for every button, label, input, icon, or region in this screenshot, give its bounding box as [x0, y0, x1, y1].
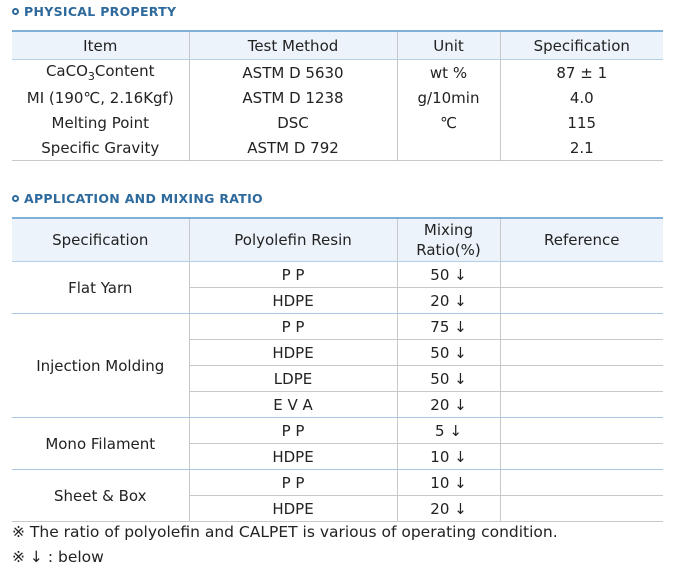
unit-cell: g/10min	[397, 85, 500, 110]
reference-cell	[500, 444, 663, 470]
method-cell: ASTM D 5630	[189, 60, 397, 86]
resin-cell: HDPE	[189, 444, 397, 470]
reference-cell	[500, 418, 663, 444]
column-header: Item	[12, 31, 189, 60]
resin-cell: P P	[189, 418, 397, 444]
item-cell: Specific Gravity	[41, 138, 160, 157]
table-row	[12, 60, 663, 86]
ratio-cell: 50 ↓	[397, 262, 500, 288]
item-cell: CaCO$_3$Content	[45, 62, 155, 83]
circle-bullet-icon	[12, 195, 19, 202]
method-cell: DSC	[189, 110, 397, 135]
column-header: Polyolefin Resin	[189, 218, 397, 262]
resin-cell: P P	[189, 470, 397, 496]
spec-cell: 2.1	[500, 135, 663, 161]
section-title-text: APPLICATION AND MIXING RATIO	[24, 191, 263, 206]
table-header-row	[12, 31, 663, 60]
resin-cell: HDPE	[189, 340, 397, 366]
resin-cell: P P	[189, 262, 397, 288]
column-header: Specification	[12, 218, 189, 262]
column-header: Reference	[500, 218, 663, 262]
resin-cell: HDPE	[189, 288, 397, 314]
section-title-physical-property	[12, 4, 176, 19]
ratio-cell: 75 ↓	[397, 314, 500, 340]
reference-cell	[500, 470, 663, 496]
ratio-cell: 20 ↓	[397, 288, 500, 314]
table-row	[12, 85, 663, 110]
spec-cell: 115	[500, 110, 663, 135]
ratio-cell: 10 ↓	[397, 444, 500, 470]
ratio-cell: 50 ↓	[397, 340, 500, 366]
ratio-cell: 10 ↓	[397, 470, 500, 496]
table-row	[12, 470, 663, 496]
reference-cell	[500, 314, 663, 340]
unit-cell: wt %	[397, 60, 500, 86]
column-header: Unit	[397, 31, 500, 60]
table-header-row	[12, 218, 663, 262]
resin-cell: E V A	[189, 392, 397, 418]
ratio-cell: 5 ↓	[397, 418, 500, 444]
footnote-ratio: ※ The ratio of polyolefin and CALPET is various of operating condition.	[12, 523, 558, 541]
table-row	[12, 135, 663, 161]
section-title-application	[12, 191, 263, 206]
table-row	[12, 314, 663, 340]
table-row	[12, 262, 663, 288]
spec-cell: 4.0	[500, 85, 663, 110]
reference-cell	[500, 366, 663, 392]
circle-bullet-icon	[12, 8, 19, 15]
table-row	[12, 110, 663, 135]
spec-cell: 87 ± 1	[500, 60, 663, 86]
reference-cell	[500, 496, 663, 522]
unit-cell	[397, 135, 500, 161]
ratio-cell: 20 ↓	[397, 392, 500, 418]
reference-cell	[500, 340, 663, 366]
spec-group-cell: Sheet & Box	[12, 470, 189, 522]
table-row	[12, 418, 663, 444]
method-cell: ASTM D 792	[189, 135, 397, 161]
resin-cell: HDPE	[189, 496, 397, 522]
reference-cell	[500, 392, 663, 418]
item-cell: MI (190℃, 2.16Kgf)	[26, 88, 174, 107]
resin-cell: P P	[189, 314, 397, 340]
method-cell: ASTM D 1238	[189, 85, 397, 110]
resin-cell: LDPE	[189, 366, 397, 392]
unit-cell: ℃	[397, 110, 500, 135]
column-header: Mixing Ratio(%)	[397, 218, 500, 262]
item-cell: Melting Point	[51, 113, 149, 132]
footnote-below: ※ ↓ : below	[12, 548, 104, 566]
spec-group-cell: Flat Yarn	[12, 262, 189, 314]
column-header: Specification	[500, 31, 663, 60]
ratio-cell: 20 ↓	[397, 496, 500, 522]
physical-property-table	[12, 30, 663, 161]
section-title-text: PHYSICAL PROPERTY	[24, 4, 177, 19]
spec-group-cell: Injection Molding	[12, 314, 189, 418]
reference-cell	[500, 262, 663, 288]
mixing-ratio-table	[12, 217, 663, 522]
ratio-cell: 50 ↓	[397, 366, 500, 392]
spec-group-cell: Mono Filament	[12, 418, 189, 470]
reference-cell	[500, 288, 663, 314]
column-header: Test Method	[189, 31, 397, 60]
